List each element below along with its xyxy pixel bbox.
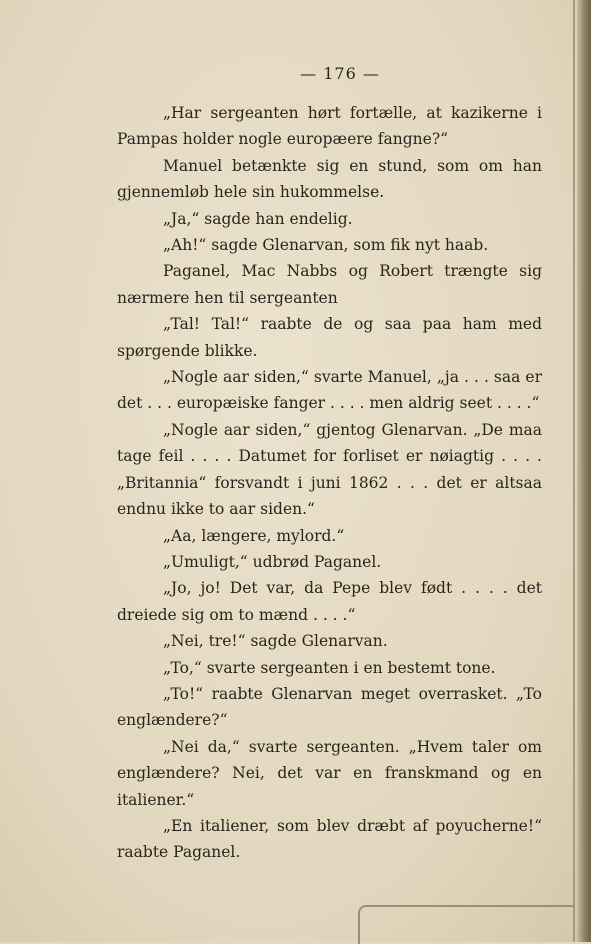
binding-line (573, 0, 575, 942)
paragraph: Paganel, Mac Nabbs og Robert trængte sig nærmere hen til sergeanten (117, 262, 542, 307)
book-spine-shadow (577, 0, 591, 942)
paragraph: „Nogle aar siden,“ gjentog Glenarvan. „De maa tage feil . . . . Datumet for forliset er nøiagtig . . . . „Britannia“ forsvandt i juni 1862 . . . det er altsaa endnu ikke to aar siden.“ (117, 420, 542, 519)
paragraph: „Tal! Tal!“ raabte de og saa paa ham med spørgende blikke. (117, 315, 542, 360)
paragraph: „Nei da,“ svarte sergeanten. „Hvem taler om englændere? Nei, det var en franskmand og en italiener.“ (117, 737, 542, 809)
paragraph: „Jo, jo! Det var, da Pepe blev født . . . . det dreiede sig om to mænd . . . .“ (117, 579, 542, 624)
page-edge-mark (358, 905, 575, 944)
paragraph: „Ja,“ sagde han endelig. (163, 209, 353, 228)
paragraph: „Aa, længere, mylord.“ (163, 526, 345, 545)
body-text (117, 100, 542, 866)
paragraph: „To,“ svarte sergeanten i en bestemt tone. (163, 658, 496, 677)
page-number: — 176 — (300, 64, 380, 83)
paragraph: „Umuligt,“ udbrød Paganel. (163, 552, 382, 571)
paragraph: Manuel betænkte sig en stund, som om han gjennemløb hele sin hukommelse. (117, 156, 542, 202)
paragraph: „To!“ raabte Glenarvan meget overrasket. „To englændere?“ (117, 684, 542, 730)
paragraph: „Ah!“ sagde Glenarvan, som fik nyt haab. (163, 236, 489, 255)
paragraph: „Har sergeanten hørt fortælle, at kazikerne i Pampas holder nogle europæere fangne?“ (117, 104, 542, 149)
paragraph: „Nei, tre!“ sagde Glenarvan. (163, 632, 388, 651)
paragraph: „Nogle aar siden,“ svarte Manuel, „ja . . . saa er det . . . europæiske fanger . . . . men aldrig seet . . . .“ (117, 368, 542, 413)
paragraph: „En italiener, som blev dræbt af poyucherne!“ raabte Paganel. (117, 816, 542, 862)
